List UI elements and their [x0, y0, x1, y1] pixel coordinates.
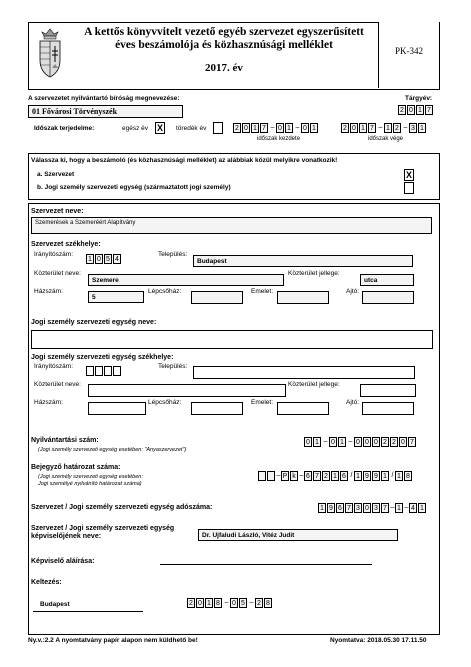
digit-cell	[95, 366, 103, 376]
place-date-label: Keltezés:	[31, 579, 62, 586]
unit-name-label: Jogi személy szervezeti egység neve:	[31, 319, 157, 326]
form-year: 2017. év	[205, 62, 243, 74]
digit-cell: 1	[381, 471, 389, 481]
period-label: Időszak terjedelme:	[34, 125, 95, 132]
ruling-cells[interactable]	[258, 471, 413, 481]
digit-cell: 4	[409, 503, 417, 513]
date-separator: –	[224, 599, 229, 606]
digit-cell: 7	[345, 503, 353, 513]
digit-cell: 9	[372, 471, 380, 481]
digit-cell: 5	[239, 598, 247, 608]
unit-street-label: Közterület neve:	[34, 381, 81, 388]
option-a-label: a. Szervezet	[37, 171, 75, 178]
unit-stair-field[interactable]	[191, 402, 243, 415]
registry-label: Nyilvántartási szám:	[31, 437, 99, 444]
digit-cell: 8	[214, 598, 222, 608]
digit-cell: 0	[95, 254, 103, 264]
unit-house-field[interactable]	[88, 402, 146, 415]
ruling-note2: Jogi személyé nyilvánító határozat száma)	[38, 481, 142, 487]
rep-name-field[interactable]: Dr. Ujfaludi László, Vitéz Judit	[198, 529, 398, 541]
digit-cell: 0	[350, 123, 358, 133]
place-date-cells[interactable]	[187, 598, 273, 608]
unit-floor-field[interactable]	[277, 402, 329, 415]
place-city-value: Budapest	[40, 601, 70, 608]
digit-cell: 1	[331, 471, 339, 481]
partial-year-label: töredék év	[176, 125, 207, 132]
full-year-label: egész év	[122, 125, 149, 132]
option-b-label: b. Jogi személy szervezeti egység (származtatott jogi személy)	[37, 184, 231, 191]
digit-cell: 0	[196, 598, 204, 608]
unit-zip-cells[interactable]	[86, 366, 122, 376]
digit-cell	[113, 366, 121, 376]
org-stair-label: Lépcsőház:	[148, 288, 182, 295]
option-a-checkbox[interactable]: X	[405, 170, 412, 180]
digit-cell: 1	[418, 123, 426, 133]
org-city-field[interactable]: Budapest	[193, 255, 413, 267]
digit-cell: 4	[113, 254, 121, 264]
org-street-type-label: Közterület jellege:	[288, 270, 340, 277]
place-city-line[interactable]	[33, 611, 143, 612]
digit-cell	[86, 366, 94, 376]
org-door-field[interactable]	[362, 291, 414, 304]
full-year-checkbox[interactable]: X	[156, 123, 163, 133]
date-separator: –	[270, 124, 275, 131]
org-floor-label: Emelet:	[251, 288, 274, 295]
org-house-field[interactable]: 5	[88, 291, 144, 303]
unit-stair-label: Lépcsőház:	[148, 399, 182, 406]
unit-city-label: Település:	[158, 363, 188, 370]
digit-cell: 7	[408, 437, 416, 447]
org-stair-field[interactable]	[191, 291, 243, 304]
org-floor-field[interactable]	[277, 291, 329, 304]
digit-cell: 2	[233, 123, 241, 133]
digit-cell: 0	[363, 503, 371, 513]
form-code: PK-342	[394, 46, 423, 56]
court-label: A szervezetet nyilvántartó bíróság megnevezése:	[28, 95, 180, 102]
unit-city-field[interactable]	[193, 366, 415, 379]
digit-cell	[104, 366, 112, 376]
digit-cell: 2	[381, 437, 389, 447]
separator: –	[299, 472, 304, 479]
digit-cell: 1	[285, 123, 293, 133]
main-section	[28, 203, 440, 635]
digit-cell: k	[290, 471, 298, 481]
digit-cell: 1	[359, 123, 367, 133]
subject-year-cells[interactable]	[398, 105, 434, 115]
digit-cell: 8	[264, 598, 272, 608]
org-zip-cells[interactable]	[86, 254, 122, 264]
rep-label-line1: Szervezet / Jogi személy szervezeti egység	[31, 525, 175, 532]
separator: –	[404, 504, 409, 511]
digit-cell: 7	[313, 471, 321, 481]
tax-cells[interactable]	[318, 503, 427, 513]
digit-cell: 6	[336, 503, 344, 513]
unit-door-field[interactable]	[362, 402, 414, 415]
digit-cell: 6	[340, 471, 348, 481]
subject-year-label: Tárgyév:	[405, 95, 433, 102]
digit-cell: 0	[372, 437, 380, 447]
rep-label-line2: képviselőjének neve:	[31, 533, 102, 540]
digit-cell: 3	[354, 503, 362, 513]
digit-cell: 1	[318, 503, 326, 513]
digit-cell: 1	[338, 437, 346, 447]
digit-cell: 1	[418, 503, 426, 513]
digit-cell: 2	[341, 123, 349, 133]
court-field[interactable]: 01 Fővárosi Törvényszék	[28, 105, 183, 118]
period-end-caption: időszak vége	[368, 136, 404, 142]
digit-cell: 1	[205, 598, 213, 608]
digit-cell: 7	[425, 105, 433, 115]
date-separator: –	[295, 124, 300, 131]
org-street-type-field[interactable]: utca	[360, 274, 414, 286]
digit-cell: 1	[395, 503, 403, 513]
org-name-field[interactable]: Szemerések a Szemeréért Alapítvány	[31, 217, 432, 234]
unit-floor-label: Emelet:	[251, 399, 274, 406]
digit-cell: 0	[399, 437, 407, 447]
digit-cell: 7	[260, 123, 268, 133]
unit-seat-label: Jogi személy szervezeti egység székhelye:	[31, 354, 174, 361]
org-door-label: Ajtó:	[346, 288, 360, 295]
digit-cell: 1	[251, 123, 259, 133]
digit-cell: 9	[327, 503, 335, 513]
separator: –	[323, 438, 328, 445]
unit-house-label: Házszám:	[34, 399, 63, 406]
digit-cell	[258, 471, 266, 481]
digit-cell: 3	[409, 123, 417, 133]
signature-line[interactable]	[160, 564, 372, 565]
separator: /	[350, 472, 353, 479]
form-title-line1: A kettős könyvvitelt vezető egyéb szervezet egyszerűsített	[84, 26, 364, 38]
digit-cell	[267, 471, 275, 481]
digit-cell: 6	[304, 471, 312, 481]
footer-printed: Nyomtatva: 2018.05.30 17.11.50	[330, 637, 427, 644]
registry-note: (Jogi személy szervezeti egység esetében: "Anyaszervezet")	[38, 447, 187, 453]
period-start-caption: időszak kezdete	[257, 136, 301, 142]
separator: –	[348, 438, 353, 445]
digit-cell: 0	[230, 598, 238, 608]
registry-cells[interactable]	[304, 437, 417, 447]
org-street-field[interactable]: Szemere	[88, 274, 284, 286]
digit-cell: 0	[329, 437, 337, 447]
digit-cell: 1	[310, 123, 318, 133]
digit-cell: 2	[187, 598, 195, 608]
org-zip-label: Irányítószám:	[34, 251, 74, 258]
digit-cell: 0	[363, 437, 371, 447]
digit-cell: 0	[354, 437, 362, 447]
digit-cell: 1	[313, 437, 321, 447]
digit-cell: 2	[398, 105, 406, 115]
digit-cell: 8	[404, 471, 412, 481]
digit-cell: 0	[407, 105, 415, 115]
digit-cell: 0	[242, 123, 250, 133]
org-seat-label: Szervezet székhelye:	[31, 241, 101, 248]
digit-cell: 0	[276, 123, 284, 133]
separator: –	[276, 472, 281, 479]
digit-cell: 1	[395, 471, 403, 481]
coat-of-arms-icon	[35, 28, 65, 80]
signature-label: Képviselő aláírása:	[31, 558, 95, 565]
org-city-label: Település:	[158, 251, 188, 258]
digit-cell: 7	[368, 123, 376, 133]
date-separator: –	[249, 599, 254, 606]
digit-cell: 0	[301, 123, 309, 133]
unit-zip-label: Irányítószám:	[34, 363, 74, 370]
unit-street-type-field[interactable]	[360, 384, 416, 397]
digit-cell: 9	[363, 471, 371, 481]
digit-cell: 1	[354, 471, 362, 481]
digit-cell: 2	[255, 598, 263, 608]
org-house-label: Házszám:	[34, 288, 63, 295]
ruling-note1: (Jogi személy szervezeti egység esetében:	[38, 474, 143, 480]
digit-cell: 7	[381, 503, 389, 513]
digit-cell: 1	[384, 123, 392, 133]
period-start-cells[interactable]	[233, 123, 319, 133]
date-separator: –	[378, 124, 383, 131]
digit-cell: 2	[390, 437, 398, 447]
form-title-line2: éves beszámolója és közhasznúsági melléklet	[115, 39, 333, 51]
unit-name-field[interactable]	[31, 330, 433, 349]
digit-cell: 2	[322, 471, 330, 481]
option-b-checkbox[interactable]	[404, 182, 414, 194]
unit-door-label: Ajtó:	[346, 399, 360, 406]
tax-label: Szervezet / Jogi személy szervezeti egység adószáma:	[31, 504, 213, 511]
separator: –	[390, 504, 395, 511]
digit-cell: P	[282, 473, 288, 480]
unit-street-field[interactable]	[88, 384, 286, 397]
unit-street-type-label: Közterület jellege:	[288, 381, 340, 388]
digit-cell: 0	[304, 437, 312, 447]
digit-cell: 2	[393, 123, 401, 133]
footer-note: Ny.v.:2.2 A nyomtatvány papír alapon nem küldhető be!	[28, 637, 198, 644]
date-separator: –	[403, 124, 408, 131]
digit-cell: 3	[372, 503, 380, 513]
org-street-label: Közterület neve:	[34, 270, 81, 277]
separator: /	[391, 472, 394, 479]
ruling-label: Bejegyző határozat száma:	[31, 464, 121, 471]
org-name-label: Szervezet neve:	[31, 208, 84, 215]
partial-year-checkbox[interactable]	[213, 122, 223, 134]
digit-cell: 1	[416, 105, 424, 115]
select-question: Válassza ki, hogy a beszámoló (és közhasznúsági melléklet) az alábbiak közül melyikre vonatkozik!	[31, 157, 338, 164]
digit-cell: 5	[104, 254, 112, 264]
period-end-cells[interactable]	[341, 123, 427, 133]
digit-cell: 1	[86, 254, 94, 264]
